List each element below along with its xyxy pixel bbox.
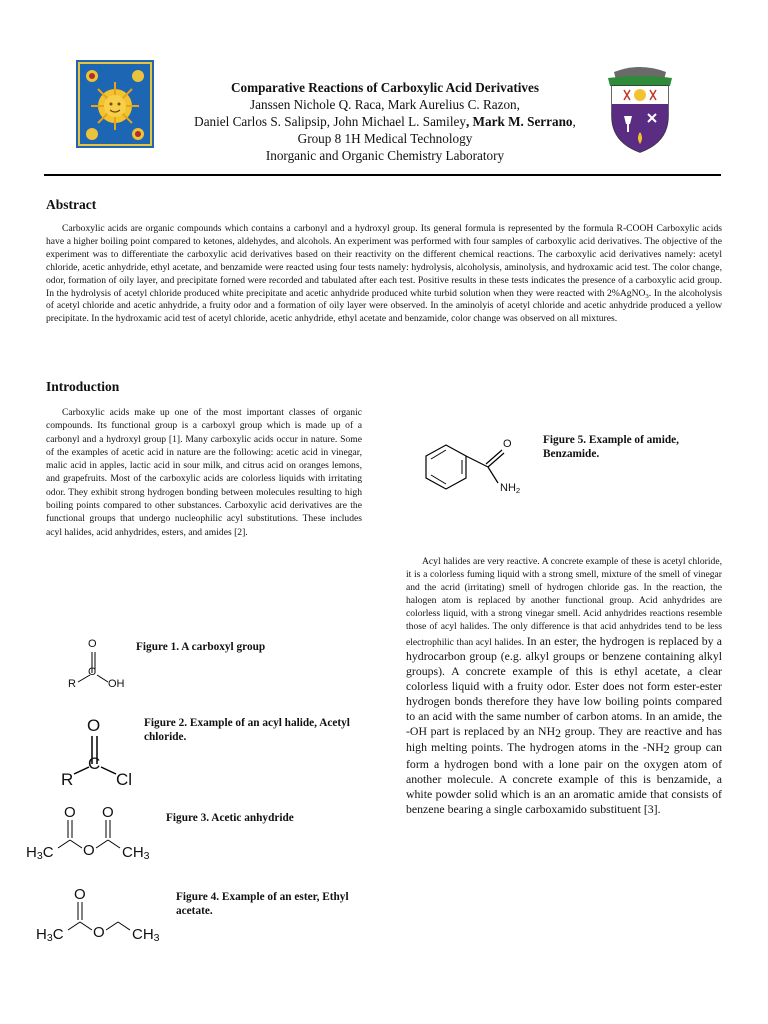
lab-line: Inorganic and Organic Chemistry Laboratory xyxy=(265,148,505,163)
fig4-ch3-sub: 3 xyxy=(153,932,160,944)
fig5-atom-o: O xyxy=(503,438,512,450)
figure-3-caption: Figure 3. Acetic anhydride xyxy=(166,812,294,824)
fig2-atom-o: O xyxy=(87,716,101,735)
fig3-atom-o3: O xyxy=(83,842,95,859)
fig4-h3c-c: C xyxy=(52,926,64,943)
fig4-atom-o1: O xyxy=(74,886,86,903)
fig3-h3c xyxy=(26,844,54,861)
authors-bold: , Mark M. Serrano xyxy=(465,114,573,129)
introduction-text: Carboxylic acids make up one of the most important classes of organic compounds. Its functional group is a carboxyl group which is made up of a carbonyl and a hydroxyl group [1]. Many carboxylic acids occur in nature. Some of the examples of acetic acid in nature are the following: acetic acid in vinegar, malic acid in apples, lactic acid in sour milk, and citrus acid on oranges lemons, and grapefruits. Most of the carboxylic acids are colorless liquids with irritating odor. They exhibit strong hydrogen bonding between molecules resulting to high boiling points compared to other substances. Carboxylic acid derivatives are the functional groups that undergo nucleophilic acyl substitutions. These includes acyl halides, acid anhydrides, esters, and amides [2]. xyxy=(46,407,362,538)
fig5-nh: NH xyxy=(500,482,516,494)
fig1-atom-c: C xyxy=(88,666,96,678)
authors-end: , xyxy=(572,114,576,129)
figure-1-caption: Figure 1. A carboxyl group xyxy=(136,641,266,653)
abstract-body: Carboxylic acids are organic compounds which contains a carbonyl and a hydroxyl group. Its general formula is represented by the formula R-COOH Carboxylic acids have a higher boiling point compared to ketones, aldehydes, and alcohols. An experiment was performed with four samples of carboxylic acid derivatives. The objective of the experiment was to differentiate the carboxylic acid derivatives based on their reactivity on the different chemical reactions. The carboxylic acid derivatives namely: acetyl chloride, acetic anhydride, ethyl acetate, and benzamide were reacted using four tests namely: hydrolysis, alcoholysis, aminolysis, and hydroxamic acid test. The color change, odor, formation of oily layer, and precipitate forned were recorded and tabulated after each test. Positive results in these tests indicates the presence of a carboxylic acid group. In the hydrolysis of acetyl chloride produced white precipitate and acetic anhydride produced white turbid solution when they were reacted with 2%AgNO xyxy=(46,223,722,299)
figure-2-structure xyxy=(56,716,140,792)
fig3-h3c-h: H xyxy=(26,844,37,861)
abstract-text xyxy=(46,223,722,326)
fig3-ch3-sub: 3 xyxy=(143,850,150,862)
fig2-atom-r: R xyxy=(61,770,74,789)
figure-2-caption: Figure 2. Example of an acyl halide, Acetyl chloride. xyxy=(144,717,350,743)
fig2-atom-cl: Cl xyxy=(116,770,133,789)
right-p4: group can form a hydrogen bond with a lone pair on the oxygen atom of another molecule. A concrete example of this is benzamide, a white powder solid which is an an aromatic amide that consists of benzene bearing a single carboxamido substituent [3]. xyxy=(406,740,722,816)
authors-line-1: Janssen Nichole Q. Raca, Mark Aurelius C. Razon, xyxy=(250,97,520,112)
group-line: Group 8 1H Medical Technology xyxy=(297,131,473,146)
right-p1: Acyl halides are very reactive. A concrete example of these is acetyl chloride, it is a colorless fuming liquid with a strong smell, mixture of the smell of vinegar and the acrid (irritating) smell of hydrogen chloride gas. In the reaction, the halogen atom is replaced by another functional group. Acid anhydrides are colorless liquid, with a strong vinegar smell. Acid anhydrides reactions resemble those of acyl halides. The only difference is that acid anhydrides tend to be less electrophilic than acyl halides. xyxy=(406,556,722,648)
fig4-h3c-h: H xyxy=(36,926,47,943)
right-p3-sub: 2 xyxy=(663,742,670,757)
fig3-ch3-ch: CH xyxy=(122,844,144,861)
header-divider xyxy=(44,174,721,176)
figure-5-structure xyxy=(412,436,542,504)
fig1-atom-r: R xyxy=(68,678,76,690)
fig1-atom-o: O xyxy=(88,638,97,650)
figure-5-caption: Figure 5. Example of amide, Benzamide. xyxy=(543,434,679,460)
right-p3: group. They are reactive and has high melting points. The hydrogen atoms in the -NH xyxy=(406,724,722,755)
abstract-heading: Abstract xyxy=(46,197,97,212)
introduction-heading: Introduction xyxy=(46,379,120,394)
abstract-body-end: . In the alcoholysis of acetyl chloride and acetic anhydride, a fruity odor and a formation of oily layer were observed. In the aminolyis of acetyl chloride and acetic anhydride produced a yellow precipitate. In the hydroxamic acid test of acetyl chloride, acetic anhydride, ethyl acetate and benzamide, color change was observed on all mixtures. xyxy=(46,287,722,325)
right-column-text xyxy=(406,555,722,817)
right-crest-logo xyxy=(604,64,676,156)
fig4-ch3 xyxy=(132,926,160,943)
fig3-atom-o1: O xyxy=(64,804,76,821)
fig3-h3c-c: C xyxy=(42,844,54,861)
right-p2-sub: 2 xyxy=(555,726,561,741)
fig4-h3c xyxy=(36,926,64,943)
figure-1-structure xyxy=(62,640,132,696)
fig3-ch3 xyxy=(122,844,150,861)
fig4-ch3-ch: CH xyxy=(132,926,154,943)
fig4-h3c-sub: 3 xyxy=(46,932,53,944)
abstract-sub: 3 xyxy=(645,292,649,300)
figure-3-structure xyxy=(26,804,162,864)
left-seal-logo xyxy=(76,60,154,148)
right-p2: In an ester, the hydrogen is replaced by a hydrocarbon group (e.g. alkyl groups or benzene containing alkyl groups). A concrete example of this is ethyl acetate, a clear colorless liquid with a fruity odor. Ester does not form ester-ester hydrogen bonds therefore they have low boiling points compared to an acid with the same number of carbon atoms. In an amide, the -OH part is replaced by an NH xyxy=(406,633,722,739)
fig2-atom-c: C xyxy=(88,754,101,773)
fig3-h3c-sub: 3 xyxy=(36,850,43,862)
paper-title: Comparative Reactions of Carboxylic Acid Derivatives xyxy=(230,80,540,95)
fig5-nh2 xyxy=(500,482,520,494)
figure-4-structure xyxy=(36,886,172,946)
paper-header xyxy=(160,79,610,164)
fig1-atom-oh: OH xyxy=(108,678,125,690)
fig3-atom-o2: O xyxy=(102,804,114,821)
fig4-atom-o2: O xyxy=(93,924,105,941)
authors-plain: Daniel Carlos S. Salipsip, John Michael L. Samiley xyxy=(194,114,466,129)
fig5-nh-sub: 2 xyxy=(515,486,521,495)
authors-line-2 xyxy=(160,113,610,130)
figure-4-caption: Figure 4. Example of an ester, Ethyl acetate. xyxy=(176,891,349,917)
